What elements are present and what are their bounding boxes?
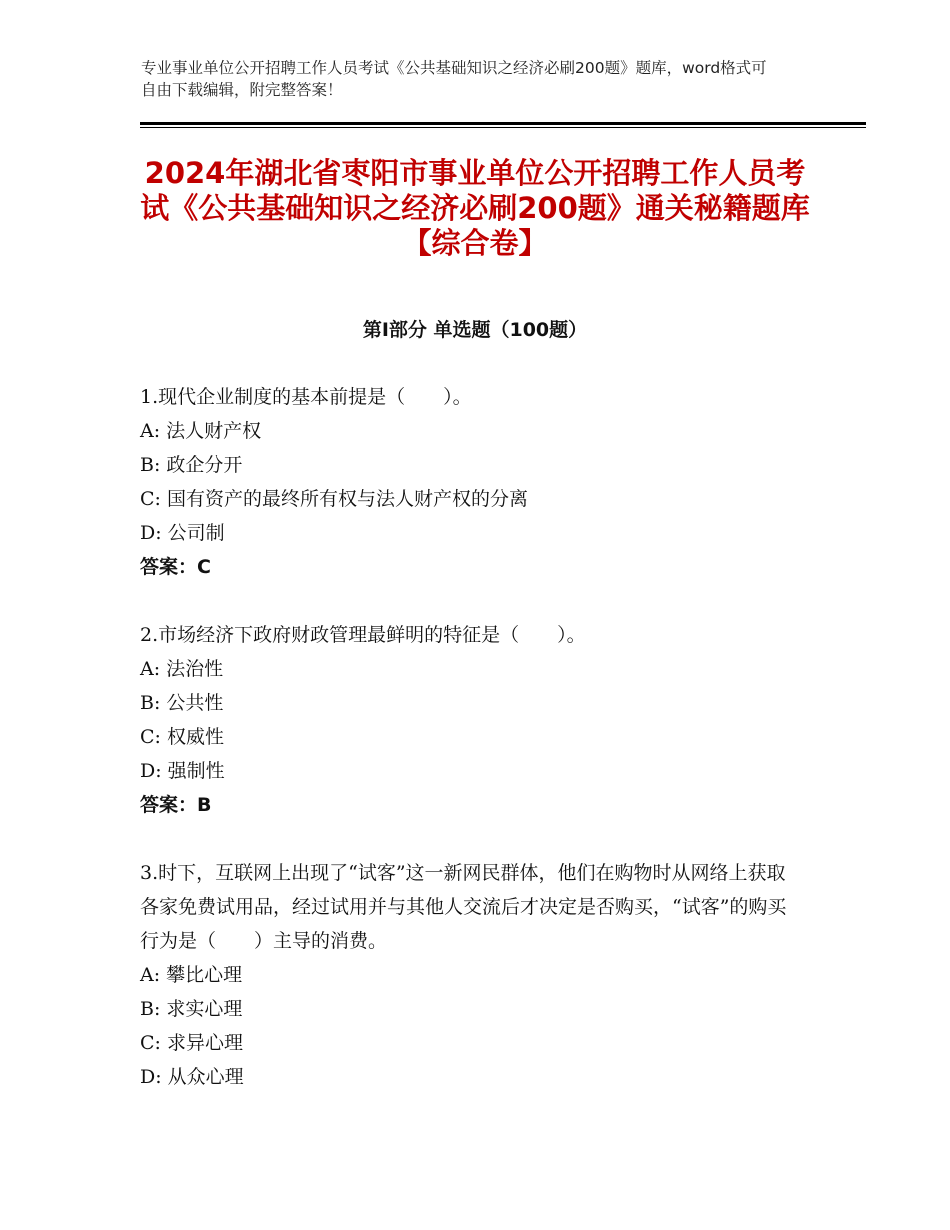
question-2 [140,618,800,822]
question-stem: 1.现代企业制度的基本前提是（ ）。 [140,386,472,408]
header-note: 专业事业单位公开招聘工作人员考试《公共基础知识之经济必刷200题》题库，word格式可自由下载编辑，附完整答案！ [141,59,767,99]
option-c: C: 权威性 [140,726,224,748]
section-title: 第I部分 单选题（100题） [362,319,588,341]
option-c: C: 国有资产的最终所有权与法人财产权的分离 [140,488,528,510]
option-d: D: 强制性 [140,760,225,782]
option-b: B: 求实心理 [140,998,243,1020]
option-c: C: 求异心理 [140,1032,243,1054]
question-stem: 2.市场经济下政府财政管理最鲜明的特征是（ ）。 [140,624,586,646]
option-b: B: 政企分开 [140,454,243,476]
document-title: 2024年湖北省枣阳市事业单位公开招聘工作人员考试《公共基础知识之经济必刷200题》通关秘籍题库【综合卷】 [140,156,810,260]
header-rule-thick [140,122,866,125]
header-rule-thin [140,127,866,128]
answer: 答案：C [140,556,211,578]
option-d: D: 公司制 [140,522,225,544]
option-d: D: 从众心理 [140,1066,244,1088]
question-1 [140,380,800,584]
option-a: A: 攀比心理 [140,964,243,986]
question-3 [140,856,800,1094]
option-b: B: 公共性 [140,692,224,714]
option-a: A: 法治性 [140,658,224,680]
option-a: A: 法人财产权 [140,420,262,442]
answer: 答案：B [140,794,212,816]
question-stem: 3.时下，互联网上出现了“试客”这一新网民群体，他们在购物时从网络上获取各家免费试用品，经过试用并与其他人交流后才决定是否购买，“试客”的购买行为是（ ）主导的消费。 [140,862,787,952]
